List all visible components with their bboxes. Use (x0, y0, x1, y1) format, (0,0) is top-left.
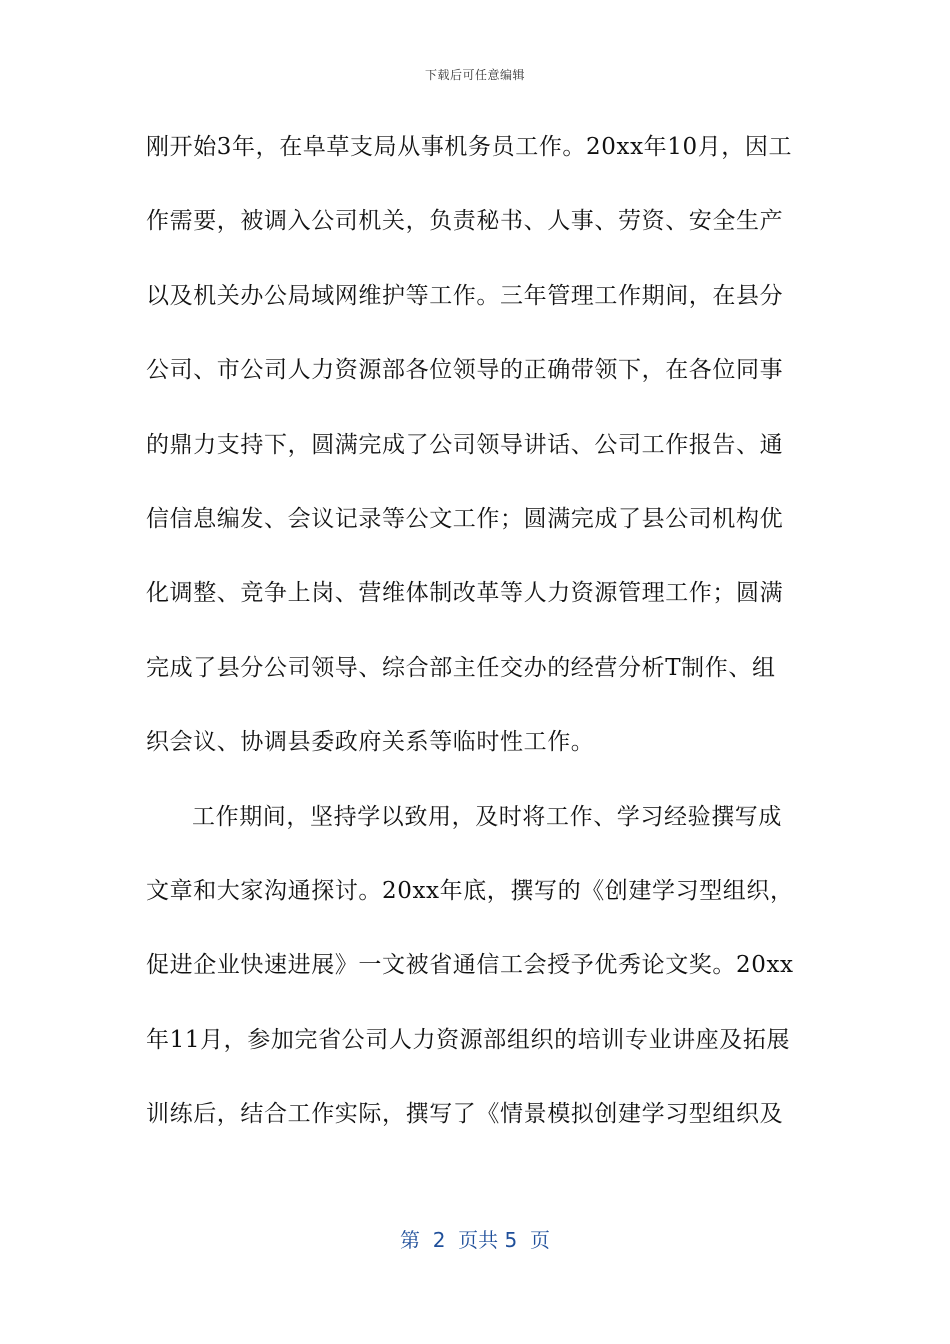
text-line: 作需要，被调入公司机关，负责秘书、人事、劳资、安全生产 (146, 208, 784, 235)
text-line: 刚开始3年，在阜草支局从事机务员工作。20xx年10月，因工 (146, 134, 793, 160)
text-line: 信信息编发、会议记录等公文工作；圆满完成了县公司机构优 (146, 505, 784, 532)
text-line: 以及机关办公局域网维护等工作。三年管理工作期间，在县分 (146, 282, 784, 309)
page-header-note: 下载后可任意编辑 (424, 68, 525, 82)
paragraph-start-line: 工作期间，坚持学以致用，及时将工作、学习经验撰写成 (192, 803, 782, 830)
text-line: 训练后，结合工作实际，撰写了《情景模拟创建学习型组织及 (146, 1101, 784, 1128)
body-text (146, 120, 806, 1161)
text-line: 公司、市公司人力资源部各位领导的正确带领下，在各位同事 (146, 357, 784, 384)
text-line: 的鼎力支持下，圆满完成了公司领导讲话、公司工作报告、通 (146, 431, 784, 458)
text-line: 化调整、竞争上岗、营维体制改革等人力资源管理工作；圆满 (146, 580, 784, 607)
text-line: 织会议、协调县委政府关系等临时性工作。 (146, 729, 595, 756)
text-line: 完成了县分公司领导、综合部主任交办的经营分析T制作、组 (146, 654, 776, 681)
text-line: 促进企业快速进展》一文被省通信工会授予优秀论文奖。20xx (146, 952, 794, 979)
text-line: 文章和大家沟通探讨。20xx年底，撰写的《创建学习型组织， (146, 877, 794, 904)
text-line: 年11月，参加完省公司人力资源部组织的培训专业讲座及拓展 (146, 1026, 791, 1053)
page-number-footer: 第 2 页共 5 页 (400, 1228, 550, 1252)
